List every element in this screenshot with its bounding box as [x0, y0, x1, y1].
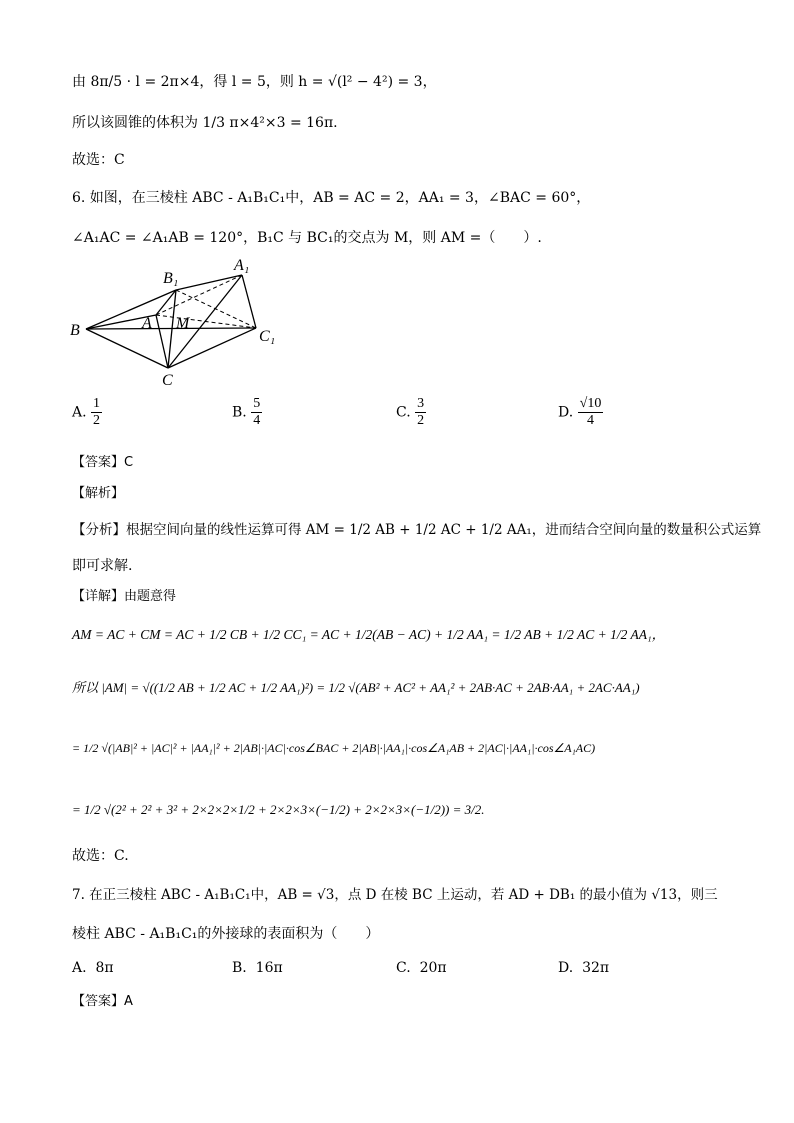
q6-options	[72, 396, 672, 436]
option-key: A.	[72, 404, 87, 421]
option-value: 16π	[255, 960, 283, 976]
label-a1: A₁	[234, 257, 250, 274]
label-c1: C₁	[259, 328, 276, 345]
analysis-heading: 【解析】	[72, 486, 125, 501]
question-6-line-1: 6. 如图，在三棱柱 ABC - A₁B₁C₁中，AB = AC = 2，AA₁ = 3，∠BAC = 60°，	[72, 190, 591, 206]
q7-option-c[interactable]	[396, 960, 447, 976]
fraction: $\frac{1}{2}$	[93, 396, 101, 428]
label-b1: B₁	[163, 270, 179, 287]
option-key: A.	[72, 960, 87, 976]
q6-option-d[interactable]	[558, 396, 603, 429]
equation-4: = 1/2 √(2² + 2² + 3² + 2×2×2×1/2 + 2×2×3×(−1/2) + 2×2×3×(−1/2)) = 3/2.	[72, 802, 485, 817]
q7-option-d[interactable]	[558, 960, 609, 976]
q6-option-b[interactable]	[232, 396, 262, 429]
prism-figure	[68, 255, 288, 390]
fraction: $\frac{5}{4}$	[253, 396, 261, 428]
option-value: 20π	[419, 960, 447, 976]
q7-options	[72, 960, 672, 984]
equation-2: 所以 |AM| = √((1/2 AB + 1/2 AC + 1/2 AA₁)²) = 1/2 √(AB² + AC² + AA₁² + 2AB·AC + 2AB·AA₁ + 2AC·AA₁)	[72, 680, 640, 695]
equation-3: = 1/2 √(|AB|² + |AC|² + |AA₁|² + 2|AB|·|AC|·cos∠BAC + 2|AB|·|AA₁|·cos∠A₁AB + 2|AC|·|AA₁|·cos∠A₁AC)	[72, 741, 596, 755]
label-m: M	[176, 315, 190, 332]
answer-6: 【答案】C	[72, 455, 134, 470]
option-value: 32π	[582, 960, 610, 976]
option-key: C.	[396, 404, 411, 421]
detail-heading: 【详解】由题意得	[72, 589, 177, 604]
analysis-line-1: 【分析】根据空间向量的线性运算可得 AM = 1/2 AB + 1/2 AC + 1/2 AA₁，进而结合空间向量的数量积公式运算	[72, 522, 762, 538]
label-a: A	[142, 315, 152, 332]
fraction: $\frac{3}{2}$	[417, 396, 425, 428]
option-key: D.	[558, 960, 574, 976]
option-key: D.	[558, 404, 574, 421]
option-value: 8π	[95, 960, 114, 976]
q7-option-b[interactable]	[232, 960, 283, 976]
option-key: C.	[396, 960, 411, 976]
q6-option-c[interactable]	[396, 396, 426, 429]
line-3: 故选：C	[72, 152, 125, 168]
fraction: $\frac{√10}{4}$	[579, 396, 602, 428]
selection-6: 故选：C.	[72, 848, 129, 864]
line-2: 所以该圆锥的体积为 1/3 π×4²×3 = 16π.	[72, 115, 338, 131]
line-1: 由 8π/5 · l = 2π×4，得 l = 5，则 h = √(l² − 4²) = 3，	[72, 74, 437, 90]
q7-option-a[interactable]	[72, 960, 114, 976]
label-c: C	[162, 372, 173, 389]
q6-option-a[interactable]	[72, 396, 102, 429]
question-7-line-2: 棱柱 ABC - A₁B₁C₁的外接球的表面积为（ ）	[72, 926, 380, 942]
option-key: B.	[232, 404, 247, 421]
question-7-line-1: 7. 在正三棱柱 ABC - A₁B₁C₁中，AB = √3，点 D 在棱 BC 上运动，若 AD + DB₁ 的最小值为 √13，则三	[72, 887, 718, 903]
equation-1: AM = AC + CM = AC + 1/2 CB + 1/2 CC₁ = AC + 1/2(AB − AC) + 1/2 AA₁ = 1/2 AB + 1/2 AC + 1/2 AA₁，	[72, 627, 666, 642]
option-key: B.	[232, 960, 247, 976]
question-6-line-2: ∠A₁AC = ∠A₁AB = 120°，B₁C 与 BC₁的交点为 M，则 AM =（ ）.	[72, 230, 542, 246]
label-b: B	[70, 322, 80, 339]
analysis-line-2: 即可求解.	[72, 558, 133, 574]
answer-7: 【答案】A	[72, 994, 133, 1009]
